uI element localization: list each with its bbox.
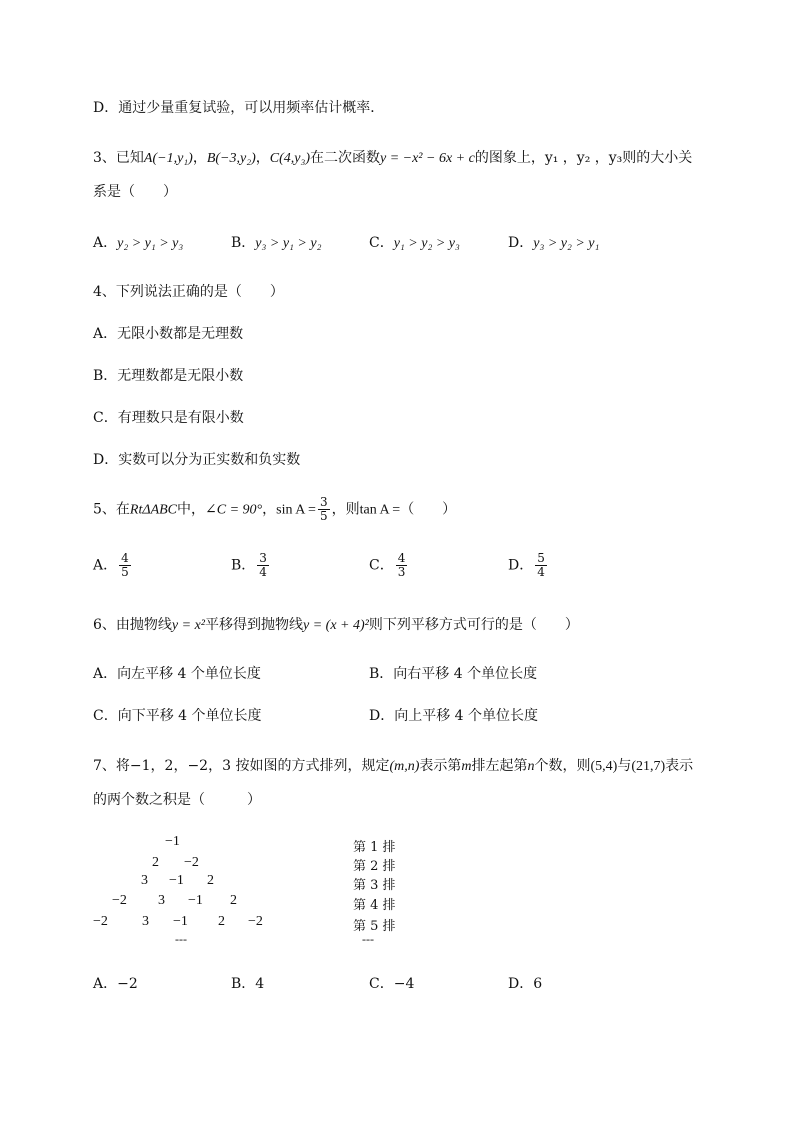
q3-stem: 3、已知A(−1,y₁)，B(−3,y₂)，C(4,y₃)在二次函数y = −x² − 6x + c的图象上，y₁ ，y₂ ，y₃则的大小关 [93, 150, 693, 166]
q5-sep: ， [262, 501, 277, 518]
triangle-number: 2 [207, 873, 214, 888]
q5-option-c[interactable] [369, 552, 409, 579]
option-expr: y₁ > y₂ > y₃ [393, 236, 460, 251]
q3-point-a: A(−1,y₁) [143, 151, 193, 166]
q5-sin: sin A = [276, 502, 316, 518]
q3-option-a[interactable] [93, 233, 183, 254]
q3-option-d[interactable] [508, 233, 599, 254]
q3-option-c[interactable] [369, 233, 460, 254]
q6-mid: 平移得到抛物线 [205, 617, 303, 633]
q7-n: n [527, 759, 535, 774]
triangle-number: 3 [142, 914, 149, 929]
q7-text-d: 个数，则 [534, 758, 591, 774]
row-label: 第 3 排 [353, 878, 396, 893]
q6-suffix: 则下列平移方式可行的是（ ） [368, 617, 579, 633]
fraction-denominator: 5 [121, 565, 129, 579]
fraction-denominator: 3 [397, 565, 406, 579]
q5-sin-fraction [318, 496, 330, 523]
q6-stem [93, 615, 579, 636]
q3-mid: 在二次函数 [309, 150, 380, 166]
q3-function: y = −x² − 6x + c [379, 151, 475, 166]
option-label: D． [508, 235, 534, 251]
fraction-numerator: 5 [537, 551, 545, 565]
triangle-number: −1 [169, 873, 184, 888]
q7-text-a: 7、将−1，2，−2，3 按如图的方式排列，规定 [93, 758, 390, 774]
option-label: B． [231, 235, 256, 251]
q7-option-c[interactable]: C．−4 [369, 976, 415, 992]
q7-text-c: 排左起第 [471, 758, 528, 774]
fraction-denominator: 4 [537, 565, 545, 579]
q7-option-a[interactable]: A．−2 [93, 976, 138, 992]
q3-prefix: 3、已知 [93, 150, 144, 166]
option-label: C． [369, 557, 394, 574]
row-ellipsis: --- [362, 932, 374, 946]
q5-mid: 中， [177, 501, 206, 518]
q3-point-b: B(−3,y₂) [206, 151, 256, 166]
option-label: A． [93, 557, 118, 574]
triangle-number: −1 [188, 893, 203, 908]
q5-option-a[interactable] [93, 552, 133, 579]
row-label: 第 4 排 [353, 898, 396, 913]
q5-suffix: （ ） [400, 501, 457, 518]
triangle-number: 2 [218, 914, 225, 929]
triangle-number: −2 [93, 914, 108, 929]
q7-pair-1: (5,4) [590, 759, 618, 774]
q5-option-d[interactable] [508, 552, 549, 579]
option-fraction [257, 552, 269, 579]
q4-option-c[interactable]: C．有理数只是有限小数 [93, 410, 244, 426]
q7-stem-line2: 的两个数之积是（ ） [93, 792, 261, 808]
triangle-ellipsis: --- [175, 932, 187, 946]
q7-option-b[interactable]: B．4 [231, 976, 265, 992]
q5-prefix: 5、在 [93, 501, 130, 518]
triangle-number: −2 [248, 914, 263, 929]
q5-stem [93, 496, 456, 524]
q6-function-1: y = x² [171, 618, 205, 633]
option-expr: y₃ > y₂ > y₁ [533, 236, 600, 251]
q5-triangle: RtΔABC [129, 502, 178, 518]
row-label: 第 5 排 [353, 919, 396, 934]
q6-function-2: y = (x + 4)² [303, 618, 369, 633]
option-fraction [535, 552, 547, 579]
q7-option-d[interactable]: D．6 [508, 976, 543, 992]
q7-text-b: 表示第 [419, 758, 462, 774]
q6-option-b[interactable]: B．向右平移 4 个单位长度 [369, 666, 538, 682]
q5-angle: ∠C = 90° [205, 502, 263, 518]
fraction-denominator: 5 [319, 509, 328, 523]
q7-mn: (m,n) [389, 759, 420, 774]
q6-option-d[interactable]: D．向上平移 4 个单位长度 [369, 708, 539, 724]
triangle-number: −2 [184, 855, 199, 870]
q7-text-e: 表示 [665, 758, 694, 774]
option-expr: y₂ > y₁ > y₃ [117, 236, 184, 251]
row-label: 第 1 排 [353, 840, 396, 855]
option-label: A． [93, 235, 118, 251]
q7-pair-2: (21,7) [631, 759, 666, 774]
q3-stem-line2: 系是（ ） [93, 184, 177, 200]
option-fraction [119, 552, 131, 579]
row-label: 第 2 排 [353, 859, 396, 874]
triangle-number: 2 [230, 893, 237, 908]
fraction-numerator: 4 [397, 551, 406, 565]
q7-and: 与 [617, 758, 632, 774]
q4-option-d[interactable]: D．实数可以分为正实数和负实数 [93, 452, 301, 468]
q3-option-b[interactable] [231, 233, 321, 254]
q6-option-c[interactable]: C．向下平移 4 个单位长度 [93, 708, 262, 724]
option-label: D． [508, 557, 534, 574]
triangle-number: 3 [141, 873, 148, 888]
fraction-denominator: 4 [259, 565, 267, 579]
q3-point-c: C(4,y₃) [269, 151, 310, 166]
triangle-number: −1 [165, 834, 180, 849]
q5-then: ，则 [331, 501, 360, 518]
triangle-number: −2 [112, 893, 127, 908]
fraction-numerator: 3 [259, 551, 267, 565]
option-expr: y₃ > y₁ > y₂ [255, 236, 322, 251]
triangle-number: −1 [173, 914, 188, 929]
option-label: C． [369, 235, 394, 251]
q4-option-a[interactable]: A．无限小数都是无理数 [93, 326, 244, 342]
q4-stem: 4、下列说法正确的是（ ） [93, 284, 284, 300]
option-label: B． [231, 557, 256, 574]
q6-prefix: 6、由抛物线 [93, 617, 172, 633]
q6-option-a[interactable]: A．向左平移 4 个单位长度 [93, 666, 261, 682]
q5-option-b[interactable] [231, 552, 271, 579]
q7-stem [93, 756, 693, 777]
q7-m: m [461, 759, 472, 774]
q2-option-d: D．通过少量重复试验，可以用频率估计概率． [93, 100, 385, 116]
q3-suffix: 的图象上，y₁ ，y₂ ，y₃则的大小关 [474, 150, 693, 166]
triangle-number: 2 [152, 855, 159, 870]
fraction-numerator: 3 [319, 495, 328, 509]
option-fraction [396, 552, 408, 579]
fraction-numerator: 4 [121, 551, 129, 565]
q5-tan: tan A = [359, 502, 401, 518]
triangle-number: 3 [158, 893, 165, 908]
q4-option-b[interactable]: B．无理数都是无限小数 [93, 368, 244, 384]
